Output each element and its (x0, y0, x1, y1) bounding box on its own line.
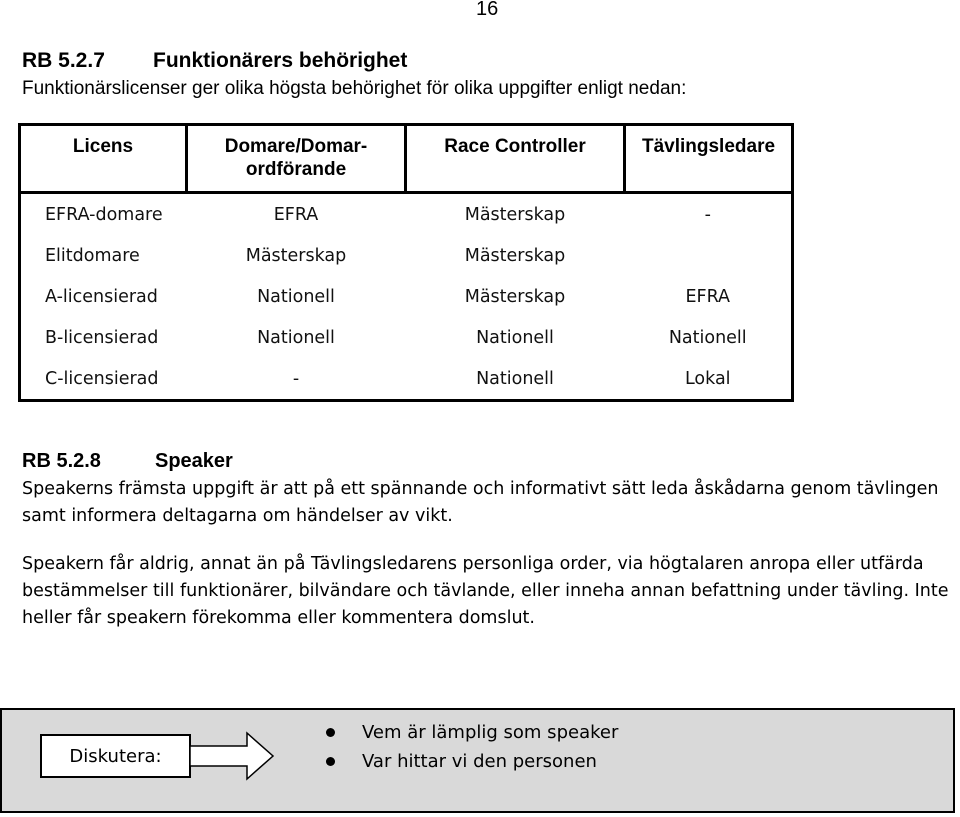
table-cell: Mästerskap (464, 286, 566, 307)
table-row (20, 193, 793, 236)
license-table (18, 123, 794, 402)
section-heading-5-2-7 (22, 49, 407, 73)
list-item-text: Var hittar vi den personen (362, 751, 597, 772)
table-cell: Nationell (476, 368, 554, 389)
list-item (320, 747, 618, 776)
discussion-box (0, 708, 955, 813)
section-number: RB 5.2.7 (22, 49, 105, 72)
table-cell: - (292, 368, 300, 389)
table-row (20, 235, 793, 276)
table-cell: C-licensierad (45, 368, 159, 389)
table-cell: EFRA (273, 204, 319, 225)
header-domare: Domare/Domar- ordförande (187, 125, 406, 193)
section-title: Speaker (155, 450, 233, 472)
bullet-icon (326, 728, 335, 737)
table-cell: Lokal (684, 368, 731, 389)
table-cell: Nationell (476, 327, 554, 348)
table-cell: Elitdomare (45, 245, 140, 266)
discussion-list (320, 718, 618, 776)
table-row (20, 358, 793, 401)
header-tavlingsledare: Tävlingsledare (625, 125, 793, 193)
section-title: Funktionärers behörighet (153, 49, 408, 72)
header-race-controller: Race Controller (406, 125, 625, 193)
section-intro: Funktionärslicenser ger olika högsta behörighet för olika uppgifter enligt nedan: (22, 78, 687, 99)
header-licens: Licens (20, 125, 187, 193)
table-cell: EFRA-domare (45, 204, 163, 225)
table-cell: Mästerskap (464, 204, 566, 225)
list-item-text: Vem är lämplig som speaker (362, 722, 619, 743)
arrow-right-icon (189, 730, 275, 782)
table-cell: Nationell (668, 327, 747, 348)
list-item (320, 718, 618, 747)
table-header-row (20, 125, 793, 193)
speaker-paragraph-1: Speakerns främsta uppgift är att på ett spännande och informativt sätt leda åskådarna genom tävlingen samt informera deltagarna om händelser av vikt. (22, 479, 939, 526)
section-number: RB 5.2.8 (22, 450, 101, 472)
table-row (20, 317, 793, 358)
table-cell (625, 235, 793, 276)
table-row (20, 276, 793, 317)
section-heading-5-2-8 (22, 450, 233, 473)
table-cell: Mästerskap (245, 245, 347, 266)
table-cell: EFRA (685, 286, 731, 307)
table-cell: B-licensierad (45, 327, 159, 348)
table-cell: - (704, 204, 711, 225)
page-number: 16 (476, 0, 499, 20)
bullet-icon (326, 757, 335, 766)
table-cell: Mästerskap (464, 245, 566, 266)
speaker-paragraph-2: Speakern får aldrig, annat än på Tävlingsledarens personliga order, via högtalaren anropa eller utfärda bestämmelser till funktionärer, bilvändare och tävlande, eller inneha annan befattning under tävling. Inte heller får speakern förekomma eller kommentera domslut. (22, 554, 949, 628)
discuss-label: Diskutera: (40, 734, 191, 778)
table-cell: A-licensierad (45, 286, 158, 307)
table-cell: Nationell (257, 327, 335, 348)
table-cell: Nationell (257, 286, 335, 307)
